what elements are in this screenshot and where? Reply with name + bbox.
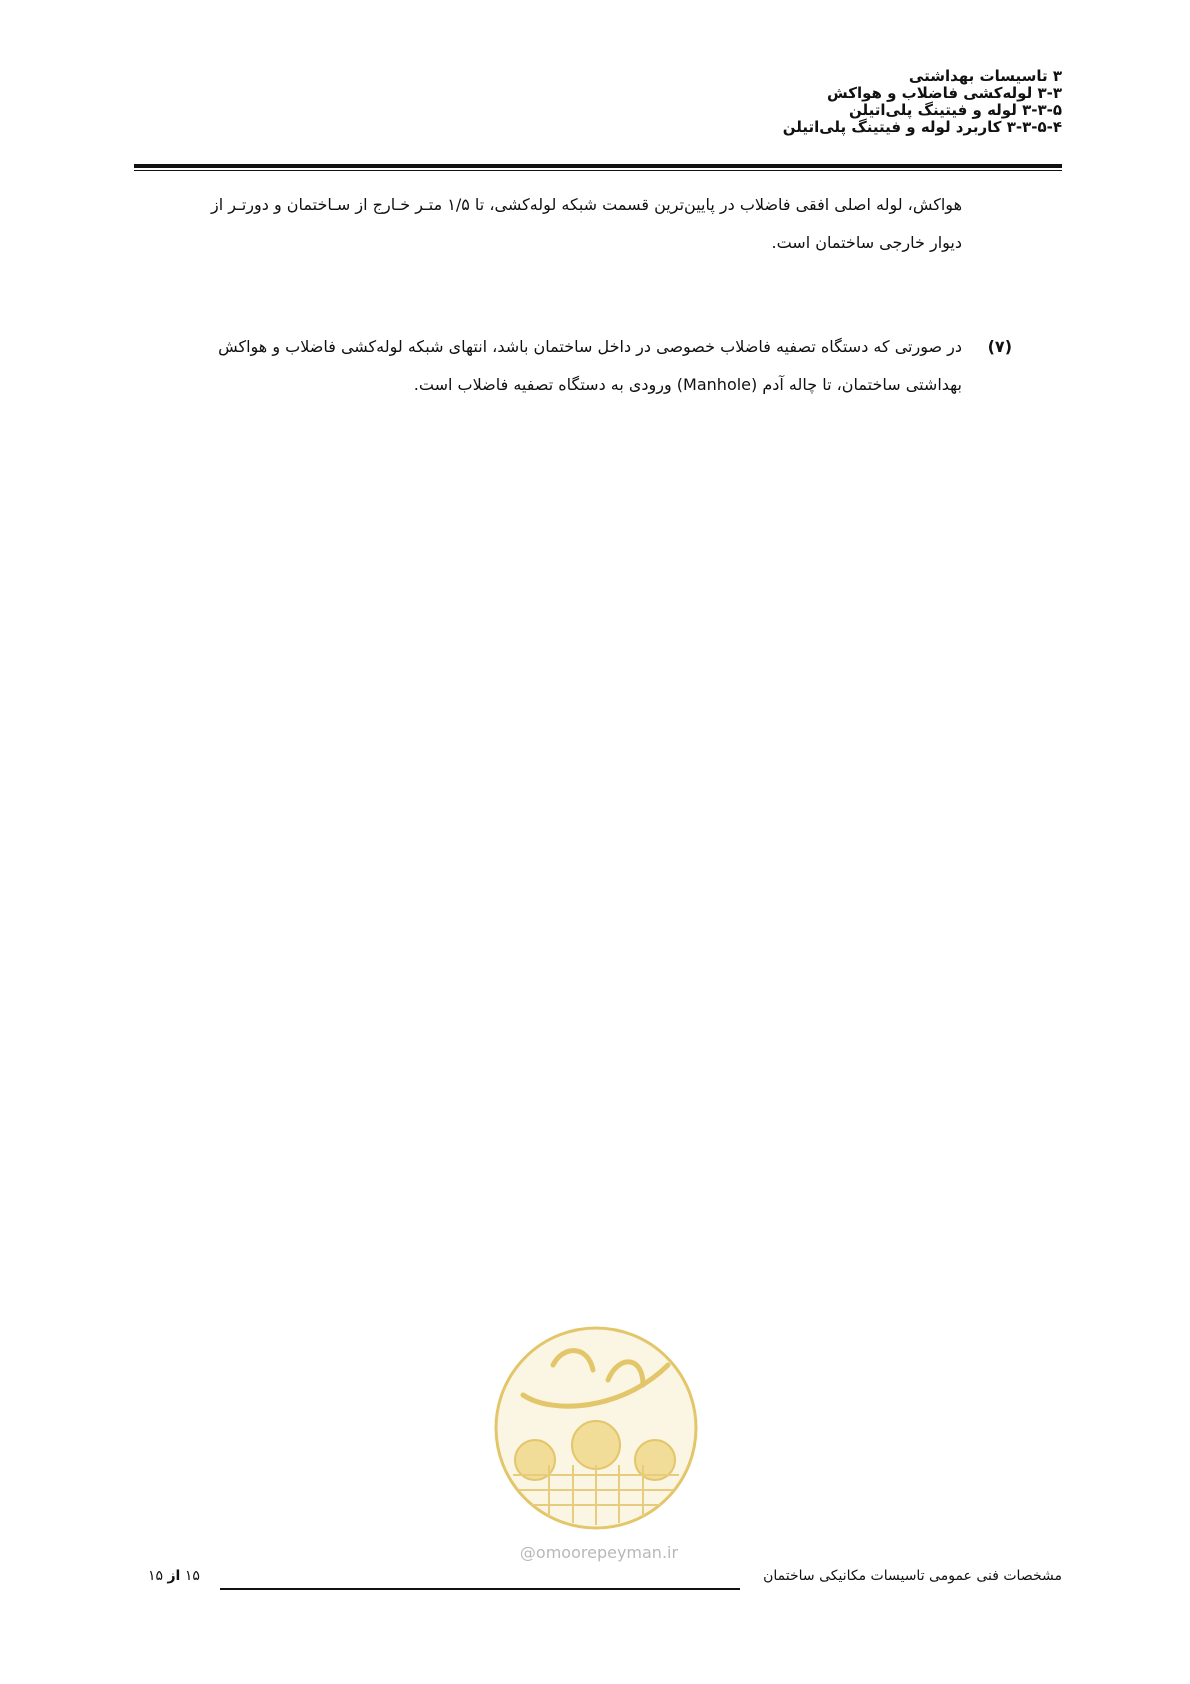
- paragraph-item-7: [138, 328, 962, 404]
- header-divider-thin: [134, 170, 1062, 171]
- item-number: (۷): [987, 337, 1012, 356]
- paragraph-line: دیوار خارجی ساختمان است.: [771, 233, 962, 252]
- page-current: ۱۵: [184, 1568, 200, 1584]
- paragraph-line: هواکش، لوله اصلی افقی فاضلاب در پایین‌ترین قسمت شبکه لوله‌کشی، تا ۱/۵ متـر خـارج از سـاختمان و دورتـر از: [211, 195, 962, 214]
- header-line-3: ۳-۳-۵ لوله و فیتینگ پلی‌اتیلن: [848, 101, 1062, 119]
- section-header: [362, 68, 1062, 136]
- header-line-2: ۳-۳ لوله‌کشی فاضلاب و هواکش: [827, 84, 1062, 102]
- header-line-1: ۳ تاسیسات بهداشتی: [908, 67, 1062, 85]
- page-total: ۱۵: [148, 1568, 164, 1584]
- footer-divider: [220, 1588, 740, 1590]
- paragraph-line: در صورتی که دستگاه تصفیه فاضلاب خصوصی در داخل ساختمان باشد، انتهای شبکه لوله‌کشی فاضلاب و هواکش: [218, 337, 962, 356]
- page-number: [148, 1568, 200, 1584]
- footer-title: مشخصات فنی عمومی تاسیسات مکانیکی ساختمان: [763, 1568, 1062, 1584]
- page-of: از: [167, 1568, 181, 1584]
- header-line-4: ۳-۳-۵-۴ کاربرد لوله و فیتینگ پلی‌اتیلن: [782, 118, 1062, 136]
- watermark-site: @omoorepeyman.ir: [519, 1543, 679, 1562]
- paragraph-continuation: [138, 186, 962, 262]
- header-divider-thick: [134, 164, 1062, 168]
- paragraph-line: بهداشتی ساختمان، تا چاله آدم (Manhole) ورودی به دستگاه تصفیه فاضلاب است.: [413, 375, 962, 394]
- watermark-logo: [493, 1325, 699, 1531]
